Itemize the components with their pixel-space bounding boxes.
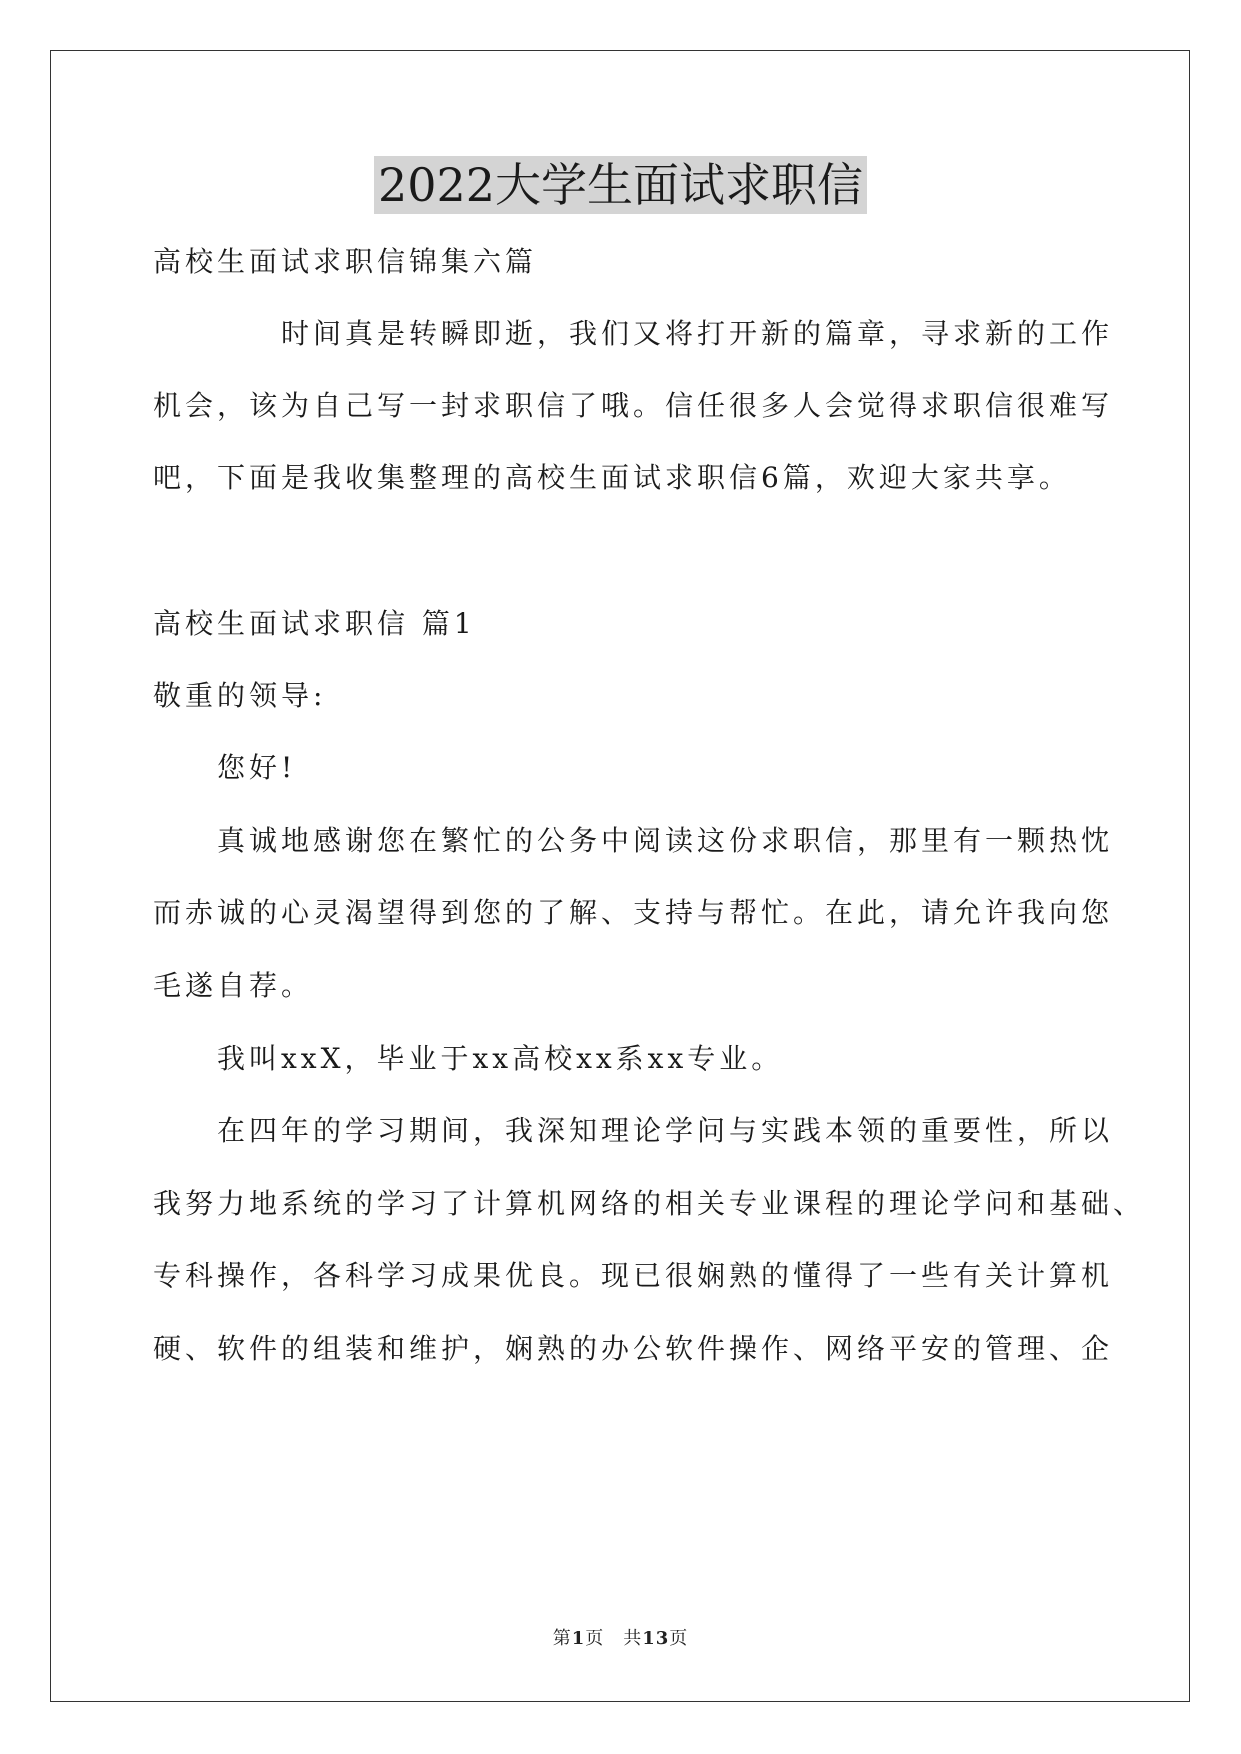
paragraph-line-2: 而赤诚的心灵渴望得到您的了解、支持与帮忙。在此，请允许我向您 — [153, 896, 1114, 929]
footer-page-mid: 页 共 — [585, 1628, 643, 1649]
paragraph-line-1: 真诚地感谢您在繁忙的公务中阅读这份求职信，那里有一颗热忱 — [153, 824, 1114, 857]
salutation: 敬重的领导: — [153, 679, 327, 712]
footer-page-prefix: 第 — [552, 1628, 572, 1649]
greeting: 您好! — [153, 751, 297, 784]
paragraph-line-7: 专科操作，各科学习成果优良。现已很娴熟的懂得了一些有关计算机 — [153, 1259, 1114, 1292]
intro-line-1: 时间真是转瞬即逝，我们又将打开新的篇章，寻求新的工作 — [153, 317, 1114, 350]
paragraph-line-8: 硬、软件的组装和维护，娴熟的办公软件操作、网络平安的管理、企 — [153, 1332, 1114, 1365]
subtitle-line: 高校生面试求职信锦集六篇 — [153, 245, 538, 278]
paragraph-line-5: 在四年的学习期间，我深知理论学问与实践本领的重要性，所以 — [153, 1114, 1114, 1147]
intro-line-2: 机会，该为自己写一封求职信了哦。信任很多人会觉得求职信很难写 — [153, 389, 1114, 422]
paragraph-line-6: 我努力地系统的学习了计算机网络的相关专业课程的理论学问和基础、 — [153, 1187, 1146, 1220]
footer-page-total: 13 — [642, 1628, 670, 1649]
page-footer — [0, 1624, 1241, 1650]
document-title — [0, 156, 1241, 214]
footer-page-suffix: 页 — [669, 1628, 689, 1649]
page-border — [50, 50, 1190, 1702]
section-heading: 高校生面试求职信 篇1 — [153, 607, 476, 640]
footer-page-current: 1 — [571, 1628, 586, 1649]
paragraph-line-4: 我叫xxX，毕业于xx高校xx系xx专业。 — [153, 1042, 784, 1075]
paragraph-line-3: 毛遂自荐。 — [153, 969, 314, 1002]
intro-line-3: 吧，下面是我收集整理的高校生面试求职信6篇，欢迎大家共享。 — [153, 461, 1071, 494]
document-title-text: 2022大学生面试求职信 — [374, 156, 867, 214]
